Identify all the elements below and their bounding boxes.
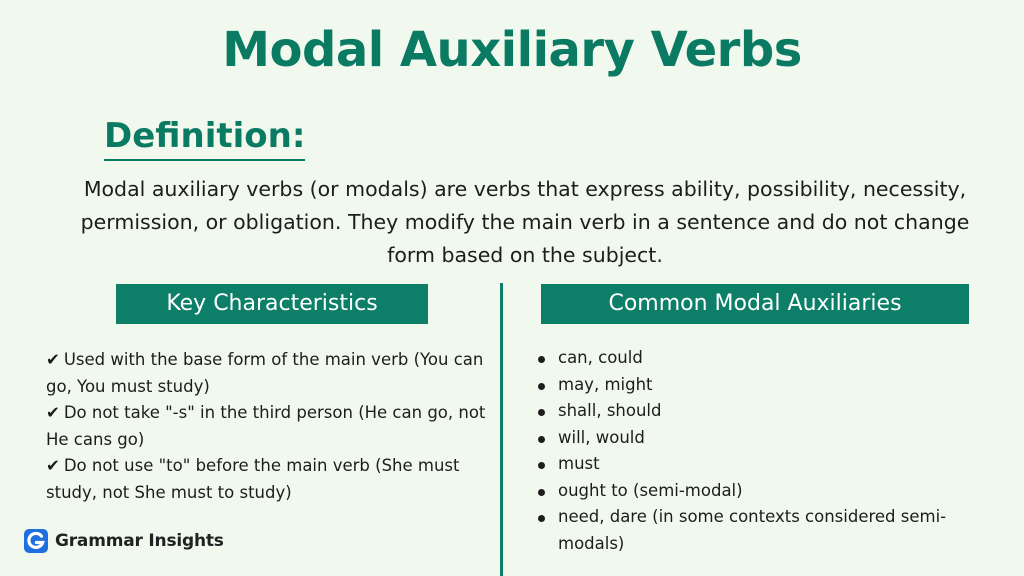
- brand-logo: [24, 528, 224, 554]
- bullet-icon: [538, 409, 545, 416]
- modal-text: need, dare (in some contexts considered semi-modals): [558, 507, 947, 553]
- modal-text: can, could: [558, 348, 643, 367]
- modal-item: [538, 451, 958, 478]
- modal-item: [538, 425, 958, 452]
- key-characteristics-header: Key Characteristics: [116, 284, 428, 324]
- modal-text: must: [558, 454, 600, 473]
- characteristic-text: Do not take "-s" in the third person (He can go, not He cans go): [46, 403, 486, 449]
- check-icon: ✔: [46, 350, 60, 369]
- characteristic-item: [46, 453, 486, 506]
- key-characteristics-list: [46, 347, 486, 506]
- check-icon: ✔: [46, 456, 60, 475]
- modal-item: [538, 478, 958, 505]
- modal-item: [538, 398, 958, 425]
- check-icon: ✔: [46, 403, 60, 422]
- common-modals-header: Common Modal Auxiliaries: [541, 284, 969, 324]
- common-modals-list: [538, 345, 958, 557]
- modal-item: [538, 345, 958, 372]
- modal-text: will, would: [558, 427, 645, 447]
- characteristic-item: [46, 347, 486, 400]
- bullet-icon: [538, 436, 545, 443]
- modal-text: shall, should: [558, 401, 662, 420]
- column-divider: [500, 283, 503, 576]
- modal-text: ought to (semi-modal): [558, 480, 743, 500]
- bullet-icon: [538, 515, 545, 522]
- characteristic-text: Do not use "to" before the main verb (She must study, not She must to study): [46, 456, 460, 502]
- bullet-icon: [538, 383, 545, 390]
- grammar-insights-g-logo-icon: [24, 529, 48, 553]
- brand-name: Grammar Insights: [55, 531, 224, 551]
- definition-heading: Definition:: [104, 118, 305, 161]
- page-title: Modal Auxiliary Verbs: [222, 22, 802, 78]
- modal-item: [538, 372, 958, 399]
- characteristic-text: Used with the base form of the main verb (You can go, You must study): [46, 350, 484, 396]
- bullet-icon: [538, 356, 545, 363]
- modal-text: may, might: [558, 374, 653, 394]
- bullet-icon: [538, 462, 545, 469]
- definition-text: Modal auxiliary verbs (or modals) are verbs that express ability, possibility, necessity, permission, or obligation. They modify the main verb in a sentence and do not change form based on the subject.: [80, 177, 970, 267]
- characteristic-item: [46, 400, 486, 453]
- modal-item: [538, 504, 958, 557]
- bullet-icon: [538, 489, 545, 496]
